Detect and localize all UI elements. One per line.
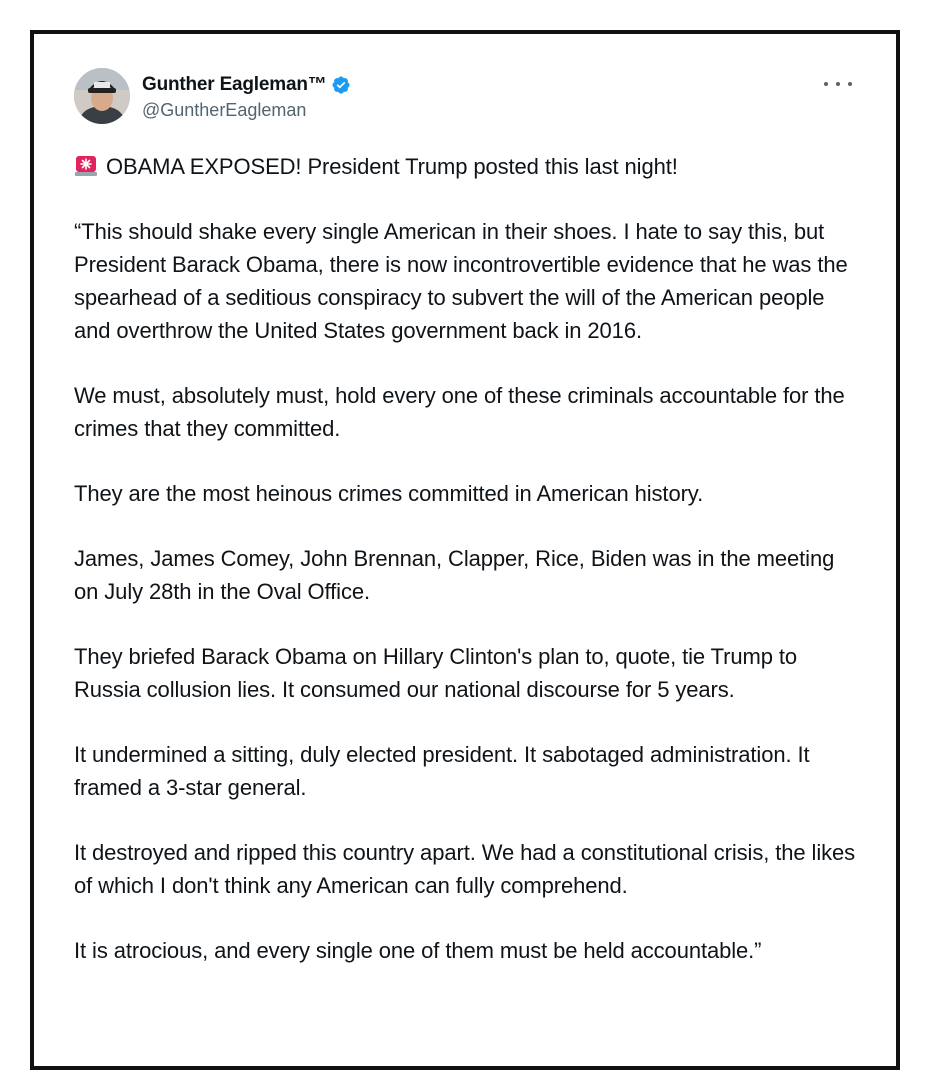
paragraph: It undermined a sitting, duly elected president. It sabotaged administration. It framed a 3-star general. (74, 742, 810, 800)
paragraph: It is atrocious, and every single one of them must be held accountable.” (74, 938, 762, 963)
paragraph: James, James Comey, John Brennan, Clapper, Rice, Biden was in the meeting on July 28th in the Oval Office. (74, 546, 835, 604)
paragraph: They briefed Barack Obama on Hillary Clinton's plan to, quote, tie Trump to Russia collusion lies. It consumed our national discourse for 5 years. (74, 644, 798, 702)
display-name-row (142, 72, 351, 98)
author-info (142, 72, 351, 121)
post-header (74, 68, 856, 128)
paragraph: It destroyed and ripped this country apart. We had a constitutional crisis, the likes of which I don't think any American can fully comprehend. (74, 840, 856, 898)
avatar-image (74, 68, 130, 124)
verified-badge-icon[interactable] (331, 75, 351, 95)
police-siren-icon (74, 154, 98, 178)
post-text (74, 150, 864, 999)
more-dot (848, 82, 852, 86)
more-dot (824, 82, 828, 86)
avatar[interactable] (74, 68, 130, 124)
display-name[interactable]: Gunther Eagleman™ (142, 74, 327, 95)
user-handle[interactable]: @GuntherEagleman (142, 100, 307, 120)
headline-text: OBAMA EXPOSED! President Trump posted this last night! (106, 154, 678, 179)
more-dot (836, 82, 840, 86)
paragraph: “This should shake every single American in their shoes. I hate to say this, but President Barack Obama, there is now incontrovertible evidence that he was the spearhead of a seditious conspiracy to subvert the will of the American people and overthrow the United States government back in 2016. (74, 219, 848, 343)
paragraph: They are the most heinous crimes committed in American history. (74, 481, 704, 506)
more-horizontal-icon[interactable] (824, 74, 852, 94)
paragraph: We must, absolutely must, hold every one of these criminals accountable for the crimes that they committed. (74, 383, 845, 441)
post-card (30, 30, 900, 1070)
post-headline (74, 150, 864, 183)
